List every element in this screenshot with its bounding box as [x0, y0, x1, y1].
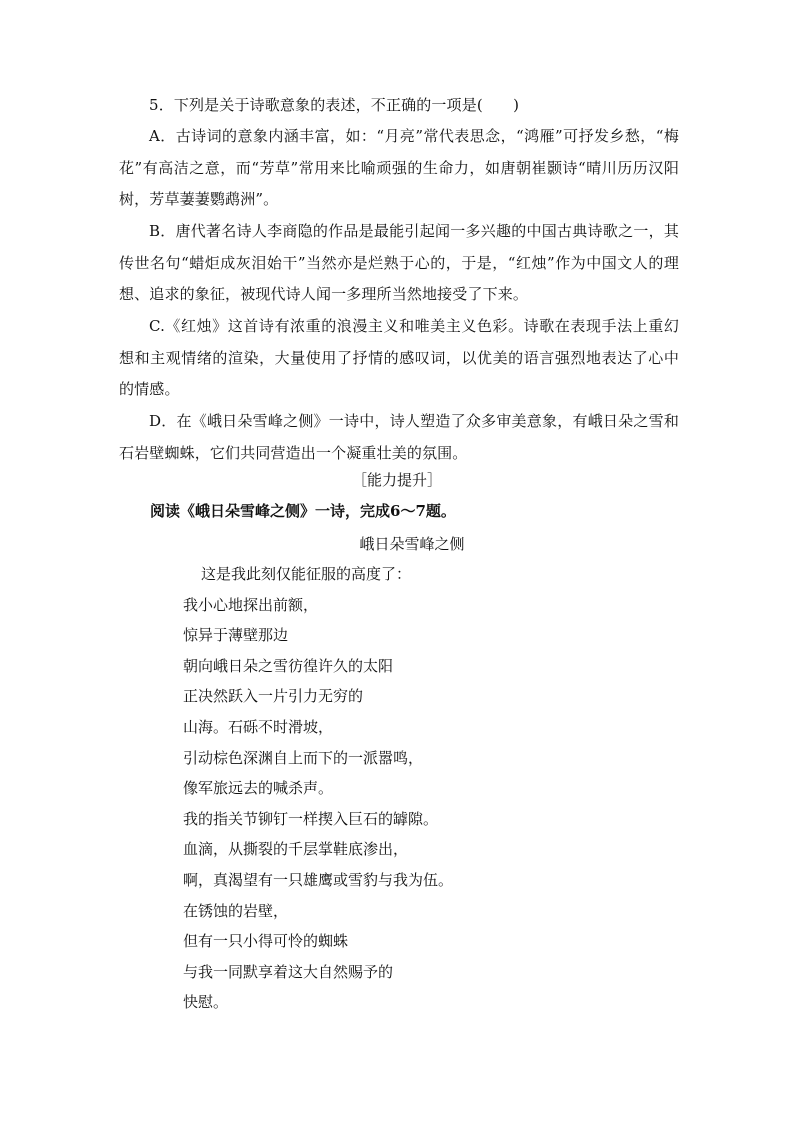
poem-line: 我的指关节铆钉一样揳入巨石的罅隙。: [183, 809, 439, 828]
option-c-text: C.《红烛》这首诗有浓重的浪漫主义和唯美主义色彩。诗歌在表现手法上重幻想和主观情绪的渲染，大量使用了抒情的感叹词，以优美的语言强烈地表达了心中的情感。: [119, 317, 679, 399]
poem-line: 血滴，从撕裂的千层掌鞋底渗出，: [183, 840, 409, 859]
question-stem: 5．下列是关于诗歌意象的表述，不正确的一项是( ): [149, 96, 520, 114]
poem-line: 啊，真渴望有一只雄鹰或雪豹与我为伍。: [183, 870, 454, 889]
poem-line: 惊异于薄壁那边: [183, 626, 289, 645]
option-b-text: B．唐代著名诗人李商隐的作品是最能引起闻一多兴趣的中国古典诗歌之一，其传世名句“蜡炬成灰泪始干”当然亦是烂熟于心的，于是，“红烛”作为中国文人的理想、追求的象征，被现代诗人闻一多理所当然地接受了下来。: [119, 222, 679, 304]
option-c: [119, 311, 679, 406]
option-d: [119, 406, 679, 469]
poem-line: 这是我此刻仅能征服的高度了：: [201, 565, 412, 583]
option-a-text: A．古诗词的意象内涵丰富，如：“月亮”常代表思念，“鸿雁”可抒发乡愁，“梅花”有高洁之意，而“芳草”常用来比喻顽强的生命力，如唐朝崔颢诗“晴川历历汉阳树，芳草萋萋鹦鹉洲”。: [119, 127, 679, 209]
option-d-text: D．在《峨日朵雪峰之侧》一诗中，诗人塑造了众多审美意象，有峨日朵之雪和石岩壁蜘蛛，它们共同营造出一个凝重壮美的氛围。: [119, 412, 679, 462]
question-5-stem: [119, 90, 679, 122]
poem-line: 引动棕色深渊自上而下的一派嚣鸣，: [183, 748, 424, 767]
option-b: [119, 216, 679, 311]
poem-body: [183, 562, 453, 1021]
reading-instruction: 阅读《峨日朵雪峰之侧》一诗，完成6～7题。: [150, 502, 456, 520]
poem-line: 在锈蚀的岩壁，: [183, 901, 289, 920]
section-label: ［能力提升］: [351, 471, 442, 489]
poem-line: 但有一只小得可怜的蜘蛛: [183, 932, 349, 951]
option-a: [119, 121, 679, 216]
poem-title: 峨日朵雪峰之侧: [359, 535, 465, 553]
poem-line: 山海。石砾不时滑坡，: [183, 717, 334, 736]
poem-line: 我小心地探出前额，: [183, 595, 319, 614]
poem-line: 与我一同默享着这大自然赐予的: [183, 962, 394, 981]
poem-line: 正决然跃入一片引力无穷的: [183, 687, 364, 706]
poem-line: 朝向峨日朵之雪彷徨许久的太阳: [183, 656, 394, 675]
poem-line: 快慰。: [183, 993, 229, 1012]
poem-line: 像军旅远去的喊杀声。: [183, 779, 334, 798]
